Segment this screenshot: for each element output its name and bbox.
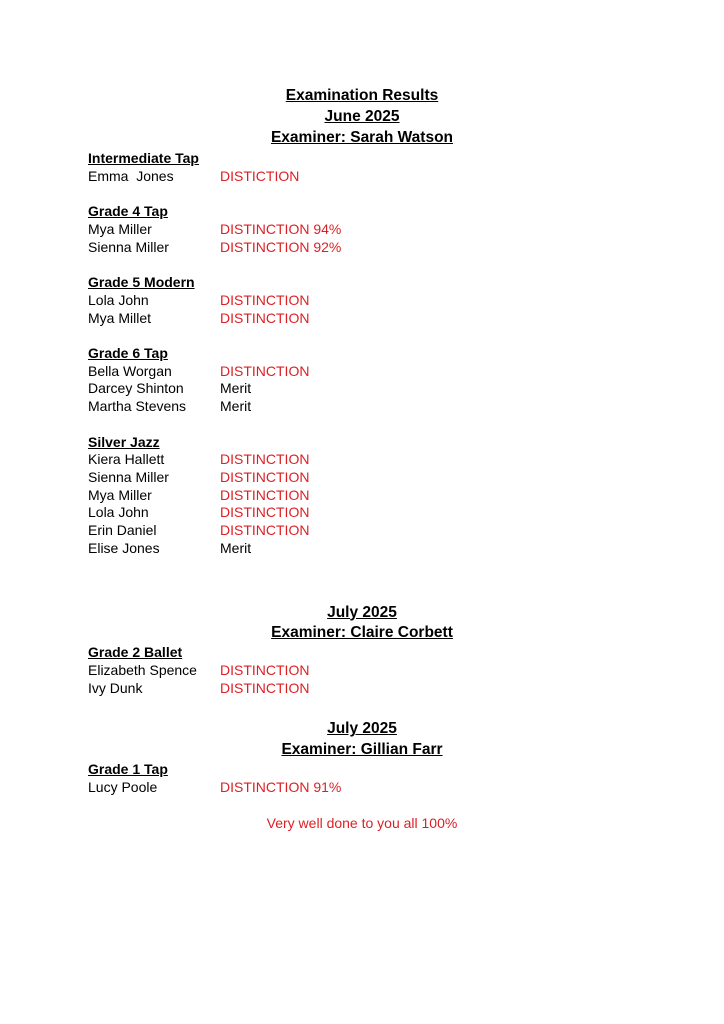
- result-row: [88, 504, 636, 522]
- student-name: Elizabeth Spence: [88, 661, 197, 678]
- section-title: Grade 1 Tap: [88, 760, 168, 777]
- student-name: Emma Jones: [88, 168, 174, 185]
- july-examiner-2: Examiner: Gillian Farr: [281, 741, 443, 758]
- section-grade-6-tap: [88, 345, 636, 416]
- result-row: [88, 469, 636, 487]
- student-name: Mya Miller: [88, 221, 152, 238]
- result-row: [88, 487, 636, 505]
- result-value: DISTINCTION 94%: [220, 221, 342, 238]
- result-row: [88, 363, 636, 381]
- student-name: Elise Jones: [88, 539, 160, 556]
- result-row: [88, 398, 636, 416]
- section-intermediate-tap: [88, 150, 636, 185]
- result-row: [88, 168, 636, 186]
- student-name: Bella Worgan: [88, 362, 172, 379]
- july-claire-heading-block: [88, 603, 636, 645]
- section-title: Silver Jazz: [88, 433, 160, 450]
- result-row: [88, 380, 636, 398]
- result-row: [88, 779, 636, 797]
- student-name: Mya Millet: [88, 309, 152, 326]
- student-name: Lola John: [88, 504, 149, 521]
- result-value: DISTINCTION: [220, 486, 310, 503]
- result-row: [88, 451, 636, 469]
- student-name: Martha Stevens: [88, 398, 187, 415]
- result-value: DISTINCTION: [220, 291, 310, 308]
- result-row: [88, 540, 636, 558]
- student-name: Mya Miller: [88, 486, 152, 503]
- student-name: Ivy Dunk: [88, 679, 143, 696]
- result-value: DISTINCTION: [220, 522, 310, 539]
- result-row: [88, 662, 636, 680]
- result-value: DISTINCTION: [220, 362, 310, 379]
- student-name: Erin Daniel: [88, 522, 157, 539]
- july-date-2: July 2025: [327, 720, 397, 738]
- section-title: Intermediate Tap: [88, 150, 199, 167]
- student-name: Lucy Poole: [88, 778, 158, 795]
- result-value: DISTINCTION: [220, 661, 310, 678]
- section-grade-5-modern: [88, 274, 636, 327]
- student-name: Darcey Shinton: [88, 380, 184, 397]
- result-value: Merit: [220, 380, 252, 397]
- student-name: Lola John: [88, 291, 149, 308]
- result-value: DISTINCTION: [220, 504, 310, 521]
- result-value: DISTINCTION: [220, 309, 310, 326]
- july-gillian-heading-block: [88, 719, 636, 761]
- document-title: Examination Results: [285, 87, 439, 104]
- result-row: [88, 221, 636, 239]
- section-grade-1-tap: [88, 761, 636, 796]
- july-date-1: July 2025: [327, 603, 397, 621]
- result-row: [88, 680, 636, 698]
- section-title: Grade 5 Modern: [88, 274, 195, 291]
- june-heading-block: [88, 86, 636, 148]
- result-row: [88, 292, 636, 310]
- result-row: [88, 310, 636, 328]
- result-value: Merit: [220, 539, 252, 556]
- section-grade-4-tap: [88, 203, 636, 256]
- footer-message: Very well done to you all 100%: [266, 815, 458, 832]
- student-name: Sienna Miller: [88, 238, 169, 255]
- section-grade-2-ballet: [88, 644, 636, 697]
- student-name: Sienna Miller: [88, 468, 169, 485]
- result-value: DISTINCTION 91%: [220, 778, 342, 795]
- section-title: Grade 6 Tap: [88, 345, 168, 362]
- student-name: Kiera Hallett: [88, 451, 165, 468]
- result-value: Merit: [220, 398, 252, 415]
- section-title: Grade 4 Tap: [88, 203, 168, 220]
- result-value: DISTICTION: [220, 168, 300, 185]
- result-value: DISTINCTION: [220, 679, 310, 696]
- section-silver-jazz: [88, 434, 636, 558]
- section-title: Grade 2 Ballet: [88, 644, 183, 661]
- result-value: DISTINCTION: [220, 468, 310, 485]
- result-value: DISTINCTION: [220, 451, 310, 468]
- july-examiner-1: Examiner: Claire Corbett: [271, 624, 453, 642]
- result-row: [88, 522, 636, 540]
- june-examiner: Examiner: Sarah Watson: [270, 128, 454, 146]
- result-row: [88, 239, 636, 257]
- june-date: June 2025: [324, 107, 400, 125]
- result-value: DISTINCTION 92%: [220, 238, 342, 255]
